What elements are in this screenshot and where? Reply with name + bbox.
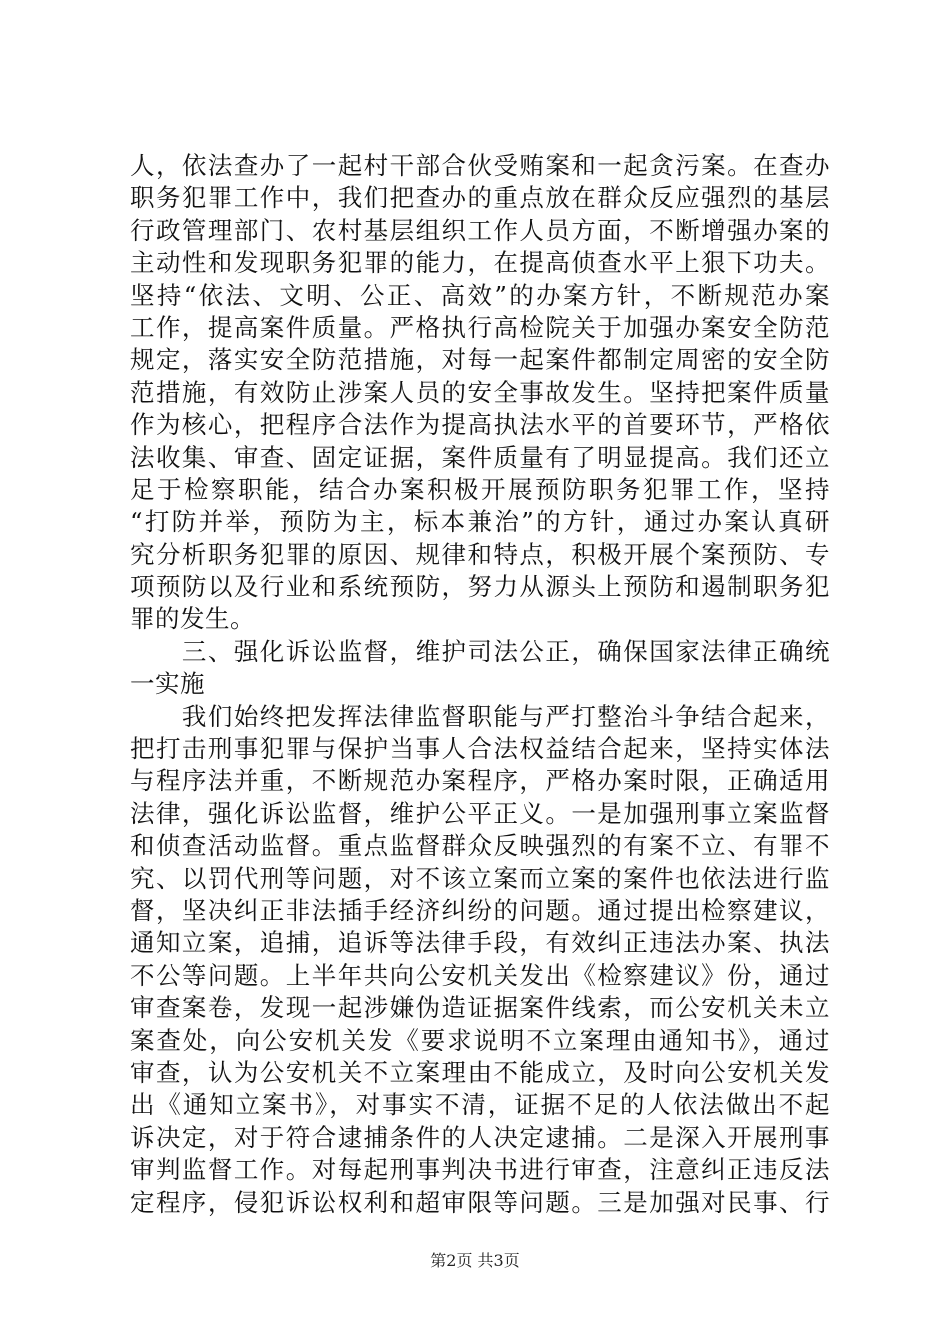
text-line: 法收集、审查、固定证据，案件质量有了明显提高。我们还立 [130,442,830,472]
text-line: 诉决定，对于符合逮捕条件的人决定逮捕。二是深入开展刑事 [130,1122,830,1152]
text-line: 行政管理部门、农村基层组织工作人员方面，不断增强办案的 [130,215,830,245]
text-line: 主动性和发现职务犯罪的能力，在提高侦查水平上狠下功夫。 [130,248,830,278]
text-line: 定程序，侵犯诉讼权利和超审限等问题。三是加强对民事、行 [130,1187,830,1217]
document-body [130,150,830,1219]
page-number-label: 第2页 共3页 [430,1251,520,1270]
text-line: 和侦查活动监督。重点监督群众反映强烈的有案不立、有罪不 [130,831,830,861]
paragraph-start-line: 我们始终把发挥法律监督职能与严打整治斗争结合起来， [130,701,830,731]
text-line: 法律，强化诉讼监督，维护公平正义。一是加强刑事立案监督 [130,798,830,828]
text-line: 范措施，有效防止涉案人员的安全事故发生。坚持把案件质量 [130,377,830,407]
text-line: 坚持“依法、文明、公正、高效”的办案方针，不断规范办案 [130,280,830,310]
text-line: 审查，认为公安机关不立案理由不能成立，及时向公安机关发 [130,1057,830,1087]
section-heading-line: 三、强化诉讼监督，维护司法公正，确保国家法律正确统 [130,636,830,666]
text-line: 作为核心，把程序合法作为提高执法水平的首要环节，严格依 [130,410,830,440]
paragraph-end-line: 罪的发生。 [130,604,255,634]
text-line: 把打击刑事犯罪与保护当事人合法权益结合起来，坚持实体法 [130,734,830,764]
text-line: 督，坚决纠正非法插手经济纠纷的问题。通过提出检察建议， [130,895,830,925]
page-footer [0,1248,950,1271]
text-line: 审判监督工作。对每起刑事判决书进行审查，注意纠正违反法 [130,1155,830,1185]
text-line: 究、以罚代刑等问题，对不该立案而立案的案件也依法进行监 [130,863,830,893]
text-line: 规定，落实安全防范措施，对每一起案件都制定周密的安全防 [130,345,830,375]
text-line: “打防并举，预防为主，标本兼治”的方针，通过办案认真研 [130,507,830,537]
text-line: 审查案卷，发现一起涉嫌伪造证据案件线索，而公安机关未立 [130,993,830,1023]
text-line: 案查处，向公安机关发《要求说明不立案理由通知书》，通过 [130,1025,830,1055]
text-line: 职务犯罪工作中，我们把查办的重点放在群众反应强烈的基层 [130,183,830,213]
text-line: 出《通知立案书》，对事实不清，证据不足的人依法做出不起 [130,1090,830,1120]
section-heading-end-line: 一实施 [130,669,205,699]
text-line: 究分析职务犯罪的原因、规律和特点，积极开展个案预防、专 [130,539,830,569]
text-line: 不公等问题。上半年共向公安机关发出《检察建议》份，通过 [130,960,830,990]
text-line: 工作，提高案件质量。严格执行高检院关于加强办案安全防范 [130,312,830,342]
text-line: 与程序法并重，不断规范办案程序，严格办案时限，正确适用 [130,766,830,796]
text-line: 人，依法查办了一起村干部合伙受贿案和一起贪污案。在查办 [130,151,830,180]
text-line: 通知立案，追捕，追诉等法律手段，有效纠正违法办案、执法 [130,928,830,958]
text-line: 项预防以及行业和系统预防，努力从源头上预防和遏制职务犯 [130,572,830,602]
text-line: 足于检察职能，结合办案积极开展预防职务犯罪工作，坚持 [130,474,830,504]
